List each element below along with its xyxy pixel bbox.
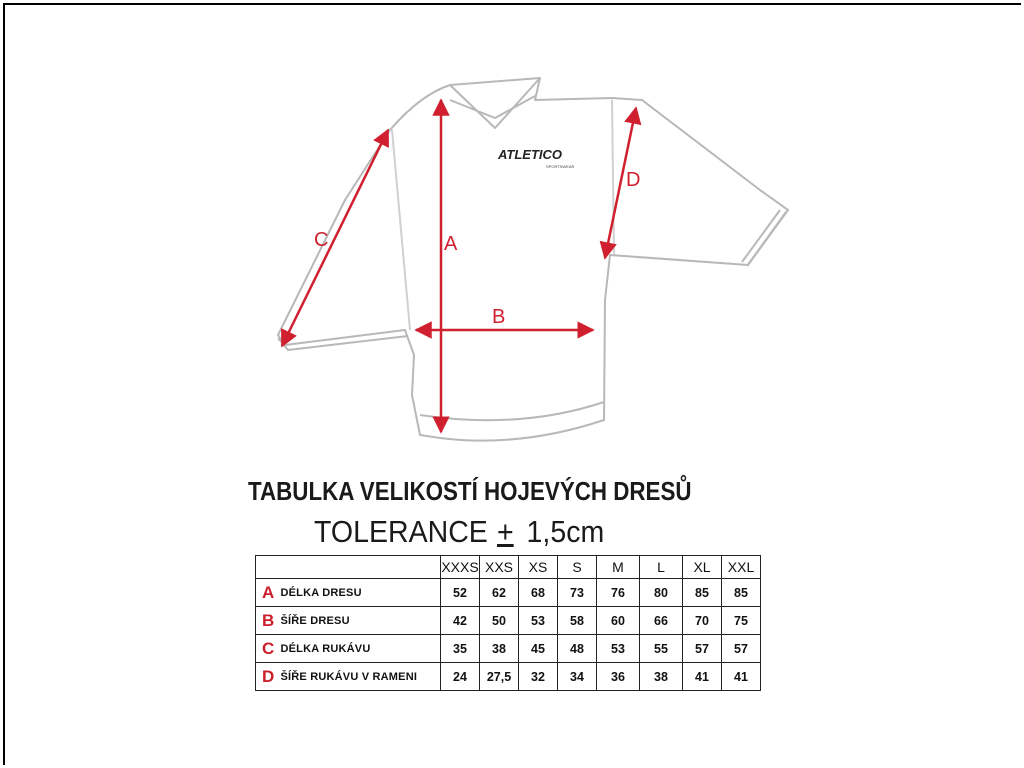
- size-header-row: [256, 556, 761, 579]
- table-cell: 41: [722, 663, 761, 691]
- row-label-cell: [256, 663, 441, 691]
- brand-logo-text: ATLETICO: [498, 147, 563, 162]
- size-table: [255, 555, 761, 691]
- jersey-outline: [278, 78, 788, 441]
- table-cell: 38: [480, 635, 519, 663]
- table-cell: 75: [722, 607, 761, 635]
- row-letter: C: [262, 638, 275, 658]
- table-cell: 52: [441, 579, 480, 607]
- tolerance-label: TOLERANCE: [314, 514, 488, 549]
- table-cell: 66: [640, 607, 683, 635]
- table-cell: 24: [441, 663, 480, 691]
- row-name: ŠÍŘE DRESU: [280, 614, 350, 627]
- size-header: XXXS: [441, 556, 480, 579]
- table-row: [256, 635, 761, 663]
- row-label-cell: [256, 607, 441, 635]
- table-cell: 38: [640, 663, 683, 691]
- table-cell: 42: [441, 607, 480, 635]
- table-cell: 53: [519, 607, 558, 635]
- size-header: XXL: [722, 556, 761, 579]
- table-cell: 45: [519, 635, 558, 663]
- table-cell: 73: [558, 579, 597, 607]
- size-header: S: [558, 556, 597, 579]
- size-header: XXS: [480, 556, 519, 579]
- label-d: D: [626, 169, 641, 191]
- row-letter: B: [262, 610, 275, 630]
- table-cell: 80: [640, 579, 683, 607]
- page-title: TABULKA VELIKOSTÍ HOJEVÝCH DRESŮ: [248, 476, 692, 506]
- plus-minus-symbol: +: [497, 514, 514, 549]
- row-name: DÉLKA RUKÁVU: [280, 642, 371, 655]
- table-cell: 32: [519, 663, 558, 691]
- table-cell: 55: [640, 635, 683, 663]
- size-header: L: [640, 556, 683, 579]
- row-label-cell: [256, 579, 441, 607]
- table-cell: 27,5: [480, 663, 519, 691]
- row-name: DÉLKA DRESU: [280, 586, 362, 599]
- table-cell: 57: [722, 635, 761, 663]
- table-cell: 70: [683, 607, 722, 635]
- row-name: ŠÍŘE RUKÁVU V RAMENI: [280, 670, 418, 683]
- label-c: C: [314, 229, 329, 251]
- size-header: XL: [683, 556, 722, 579]
- row-letter: A: [262, 582, 275, 602]
- table-cell: 68: [519, 579, 558, 607]
- table-row: [256, 607, 761, 635]
- table-cell: 36: [597, 663, 640, 691]
- table-cell: 85: [683, 579, 722, 607]
- table-cell: 48: [558, 635, 597, 663]
- tolerance-line: [314, 514, 604, 550]
- header-empty-cell: [256, 556, 441, 579]
- table-cell: 50: [480, 607, 519, 635]
- table-cell: 58: [558, 607, 597, 635]
- label-b: B: [492, 306, 506, 328]
- table-cell: 62: [480, 579, 519, 607]
- table-cell: 57: [683, 635, 722, 663]
- tolerance-value: 1,5cm: [526, 514, 605, 549]
- table-cell: 60: [597, 607, 640, 635]
- table-cell: 41: [683, 663, 722, 691]
- size-header: M: [597, 556, 640, 579]
- row-label-cell: [256, 635, 441, 663]
- table-cell: 76: [597, 579, 640, 607]
- table-cell: 34: [558, 663, 597, 691]
- size-header: XS: [519, 556, 558, 579]
- brand-logo-subtext: SPORTSWEAR: [546, 164, 575, 169]
- row-letter: D: [262, 666, 275, 686]
- label-a: A: [444, 233, 458, 255]
- table-cell: 85: [722, 579, 761, 607]
- table-row: [256, 663, 761, 691]
- table-row: [256, 579, 761, 607]
- table-cell: 53: [597, 635, 640, 663]
- table-cell: 35: [441, 635, 480, 663]
